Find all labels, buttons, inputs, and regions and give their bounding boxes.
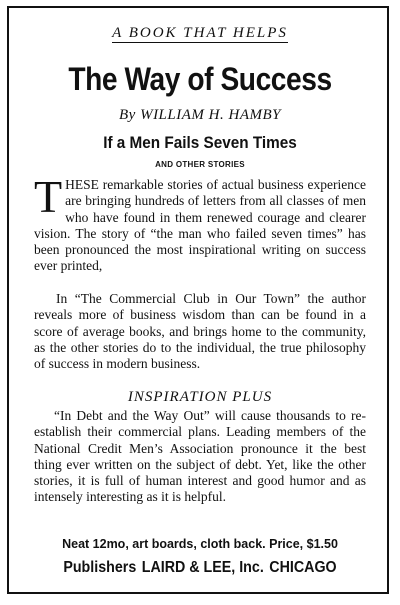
publisher-name: LAIRD & LEE, Inc. [141,559,264,576]
book-title: The Way of Success [68,61,332,97]
ad-kicker: A BOOK THAT HELPS [112,25,288,41]
publisher-label: Publishers [63,559,137,576]
book-subtitle: If a Men Fails Seven Times [103,133,297,152]
publisher-line [16,558,384,578]
author-byline: By WILLIAM H. HAMBY [119,107,281,123]
publisher-city: CHICAGO [269,559,337,576]
section-heading: INSPIRATION PLUS [127,389,273,405]
drop-cap: T [34,171,63,222]
paragraph-commercial-club: In “The Commercial Club in Our Town” the author reveals more of business wisdom than can be found in a score of average books, and brings home to the community, as the other stories do to the individual, the true philosophy of success in modern business. [34,291,366,372]
paragraph-intro [34,171,366,275]
subtitle-note: AND OTHER STORIES [155,160,245,169]
paragraph-intro-text: HESE remarkable stories of actual business experience are bringing hundreds of letters from all classes of men who have found in them renewed courage and clearer vision. The story of “the man who failed seven times” has been pronounced the most inspirational writing on success ever printed, [34,177,366,274]
price-line: Neat 12mo, art boards, cloth back. Price, $1.50 [62,537,338,551]
paragraph-debt: “In Debt and the Way Out” will cause thousands to re-establish their commercial plans. Leading members of the National Credit Men’s Association pronounce it the best thing ever written on the subject of debt. Yet, like the other stories, it is full of human interest and good humor and as intensely interesting as it is helpful. [34,408,366,505]
